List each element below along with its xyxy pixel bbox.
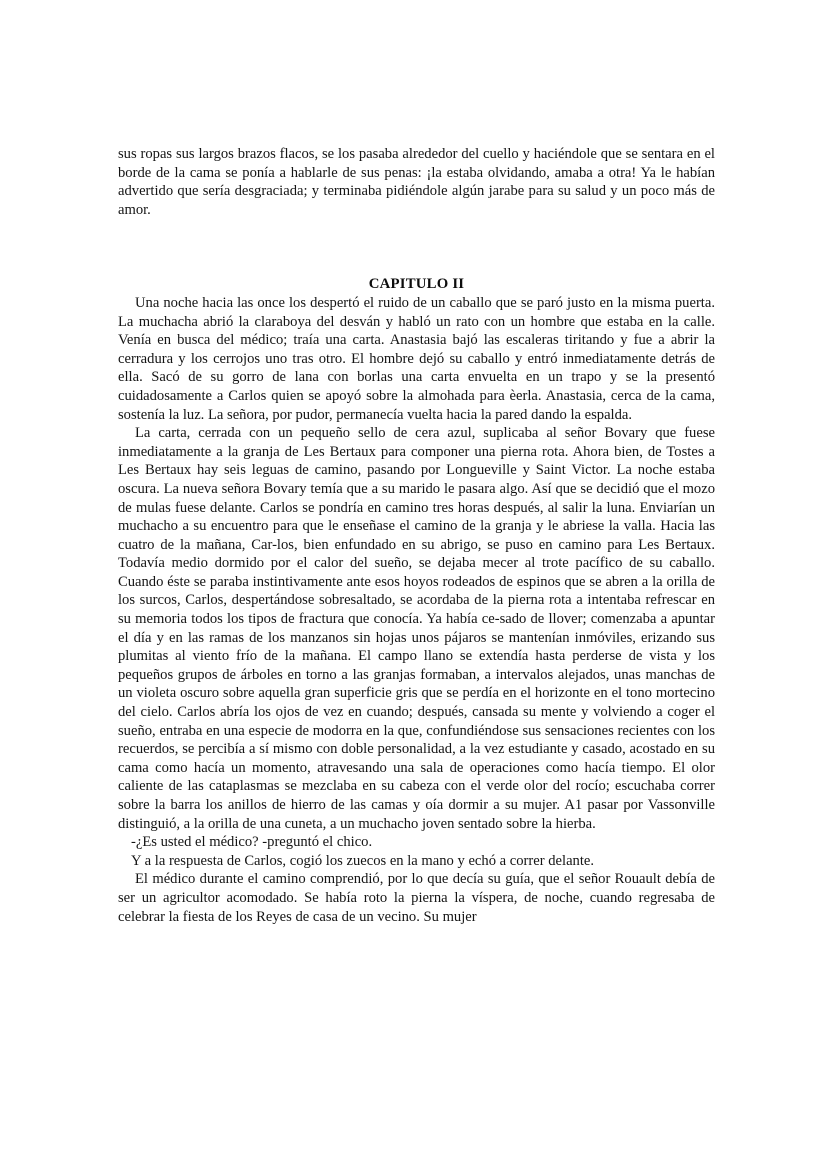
chapter-heading-spacer — [118, 219, 715, 275]
paragraph-2: La carta, cerrada con un pequeño sello de cera azul, suplicaba al señor Bovary que fuese inmediatamente a la granja de Les Bertaux para componer una pierna rota. Ahora bien, de Tostes a Les Bertaux hay seis leguas de camino, pasando por Longueville y Saint Victor. La noche estaba oscura. La nueva señora Bovary temía que a su marido le pasara algo. Así que se decidió que el mozo de mulas fuese delante. Carlos se pondría en camino tres horas después, al salir la luna. Enviarían un muchacho a su encuentro para que le enseñase el camino de la granja y le abriese la valla. Hacia las cuatro de la mañana, Car-los, bien enfundado en su abrigo, se puso en camino para Les Bertaux. Todavía medio dormido por el calor del sueño, se dejaba mecer al trote pacífico de su caballo. Cuando éste se paraba instintivamente ante esos hoyos rodeados de espinos que se abren a la orilla de los surcos, Carlos, despertándose sobresaltado, se acordaba de la pierna rota a intentaba refrescar en su memoria todos los tipos de fractura que conocía. Ya había ce-sado de llover; comenzaba a apuntar el día y en las ramas de los manzanos sin hojas unos pájaros se mantenían inmóviles, erizando sus plumitas al viento frío de la mañana. El campo llano se extendía hasta perderse de vista y los pequeños grupos de árboles en torno a las granjas formaban, a intervalos alejados, unas manchas de un violeta oscuro sobre aquella gran superficie gris que se perdía en el horizonte en el tono mortecino del cielo. Carlos abría los ojos de vez en cuando; después, cansada su mente y volviendo a coger el sueño, entraba en una especie de modorra en la que, confundiéndose sus sensaciones recientes con los recuerdos, se percibía a sí mismo con doble personalidad, a la vez estudiante y casado, acostado en su cama como hacía un momento, atravesando una sala de operaciones como hacía tiempo. El olor caliente de las cataplasmas se mezclaba en su cabeza con el verde olor del rocío; escuchaba correr sobre la barra los anillos de hierro de las camas y oía dormir a su mujer. A1 pasar por Vassonville distinguió, a la orilla de una cuneta, a un muchacho joven sentado sobre la hierba. — [118, 425, 715, 832]
dialogue-line-1: -¿Es usted el médico? -preguntó el chico. — [131, 834, 373, 851]
paragraph-3: El médico durante el camino comprendió, por lo que decía su guía, que el señor Rouault debía de ser un agricultor acomodado. Se había roto la pierna la víspera, de noche, cuando regresaba de celebrar la fiesta de los Reyes de casa de un vecino. Su mujer — [118, 871, 715, 925]
paragraph-1: Una noche hacia las once los despertó el ruido de un caballo que se paró justo en la misma puerta. La muchacha abrió la claraboya del desván y habló un rato con un hombre que estaba en la calle. Venía en busca del médico; traía una carta. Anastasia bajó las escaleras tiritando y fue a abrir la cerradura y los cerrojos uno tras otro. El hombre dejó su caballo y entró inmediatamente detrás de ella. Sacó de su gorro de lana con borlas una carta envuelta en un trapo y se la presentó cuidadosamente a Carlos quien se apoyó sobre la almohada para èerla. Anastasia, cerca de la cama, sostenía la luz. La señora, por pudor, permanecía vuelta hacia la pared dando la espalda. — [118, 294, 715, 423]
page-text-block — [118, 145, 715, 926]
dialogue-line-2: Y a la respuesta de Carlos, cogió los zuecos en la mano y echó a correr delante. — [131, 852, 595, 869]
chapter-heading: CAPITULO II — [368, 276, 465, 293]
paragraph-continued-from-previous-page: sus ropas sus largos brazos flacos, se los pasaba alrededor del cuello y haciéndole que se sentara en el borde de la cama se ponía a hablarle de sus penas: ¡la estaba olvidando, amaba a otra! Ya le habían advertido que sería desgraciada; y terminaba pidiéndole algún jarabe para su salud y un poco más de amor. — [118, 146, 715, 218]
